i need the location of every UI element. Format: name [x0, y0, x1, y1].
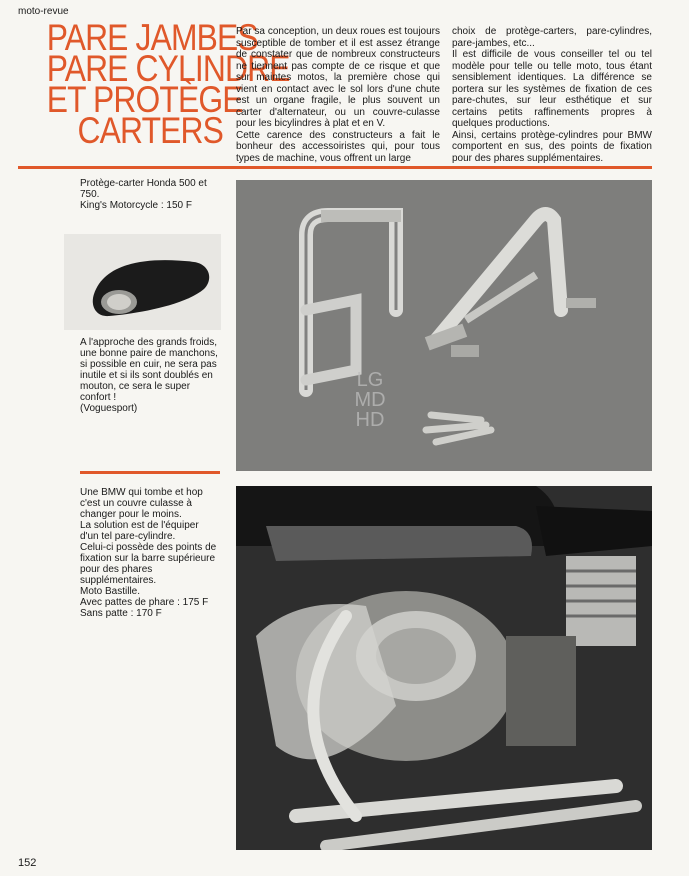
watermark-line-2: MD	[354, 389, 386, 411]
title-line-2: PARE CYLINDRE	[46, 48, 290, 89]
title-line-4: CARTERS	[77, 110, 223, 151]
caption-rule	[80, 471, 220, 474]
watermark-logo	[340, 370, 400, 430]
watermark-line-3: HD	[355, 409, 385, 431]
page-number: 152	[18, 857, 37, 869]
title-line-3: ET PROTÈGE	[46, 79, 243, 120]
article-column-2: choix de protège-carters, pare-cylindres, pare-jambes, etc... Il est difficile de vous conseiller tel ou tel modèle pour telle ou telle moto, tous étant sensiblement identiques. La différence se portera sur les systèmes de fixation de ces pare-chutes, sur leur esthétique et sur certains petits raffinements propres à quelques productions. Ainsi, certains protège-cylindres pour BMW comportent en sus, des points de fixation pour des phares supplémentaires.	[452, 26, 652, 164]
article-column-1: Par sa conception, un deux roues est toujours susceptible de tomber et il est assez étrange de constater que de nombreux constructeurs ne tiennent pas compte de ce risque et que sur maintes motos, la première chose qui vient en contact avec le sol lors d'une chute est un organe fragile, le plus souvent un carter d'alternateur, ou un couvre-culasse pour les bicylindres à plat et en V. Cette carence des constructeurs a fait le bonheur des accessoiristes qui, pour tous types de machine, vous offrent un large	[236, 26, 440, 164]
watermark-line-1: LG	[356, 369, 384, 391]
caption-manchons: A l'approche des grands froids, une bonne paire de manchons, si possible en cuir, ne sera pas inutile et si ils sont doublés en mouton, ce sera le super confort ! (Voguesport)	[80, 337, 218, 414]
title-line-1: PARE JAMBES	[46, 17, 258, 58]
divider-rule	[18, 166, 652, 169]
section-header: moto-revue	[18, 6, 69, 17]
caption-protege-carter: Protège-carter Honda 500 et 750. King's Motorcycle : 150 F	[80, 178, 207, 211]
manchon-photo	[64, 234, 221, 330]
caption-bmw: Une BMW qui tombe et hop c'est un couvre culasse à changer pour le moins. La solution est de l'équiper d'un tel pare-cylindre. Celui-ci possède des points de fixation sur la barre supérieure pour des phares supplémentaires. Moto Bastille. Avec pattes de phare : 175 F Sans patte : 170 F	[80, 487, 217, 619]
bmw-photo	[236, 486, 652, 850]
article-title	[46, 17, 290, 151]
crash-bar-photo	[236, 180, 652, 471]
